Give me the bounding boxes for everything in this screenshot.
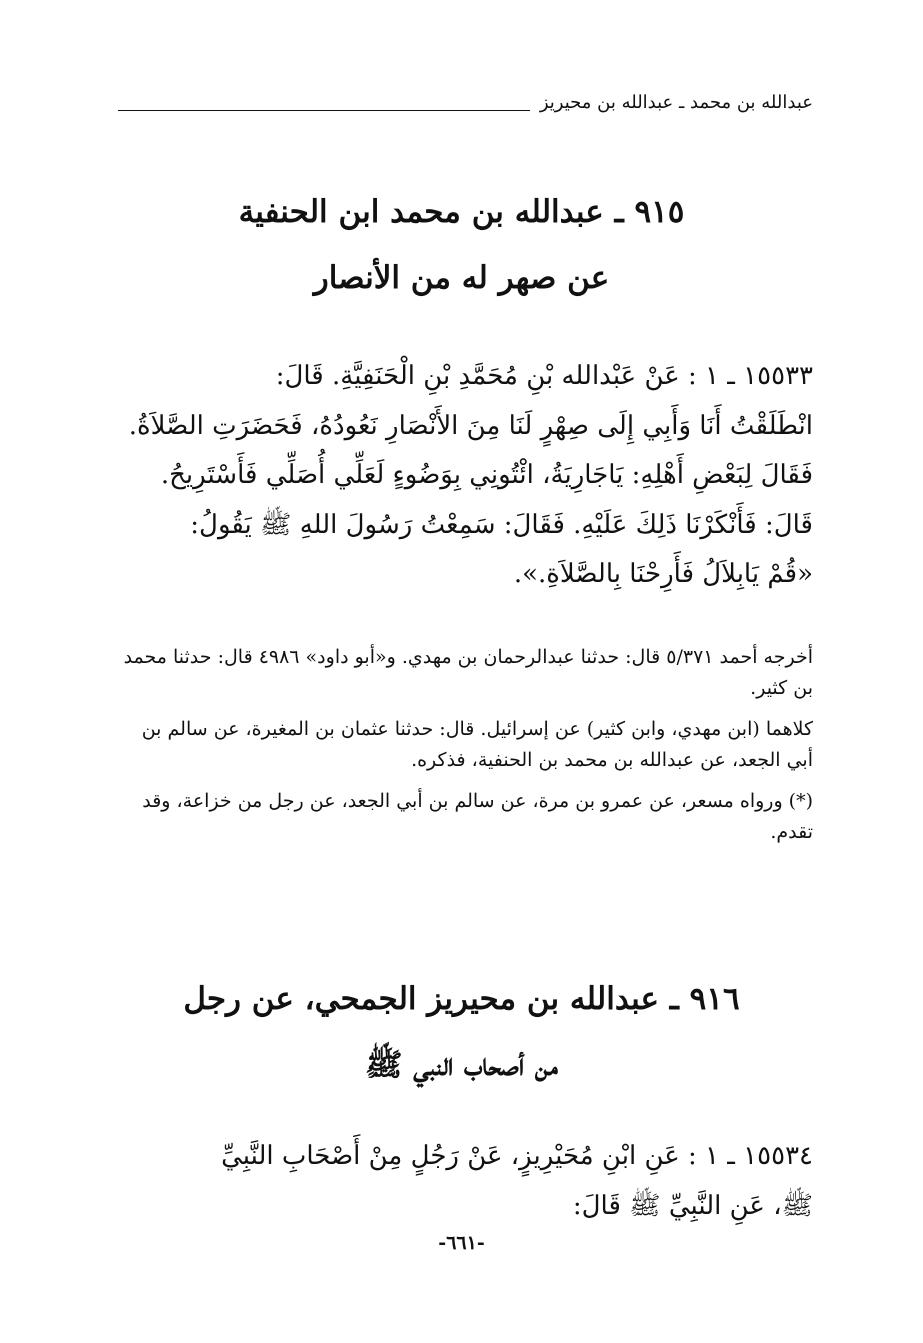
hadith-line: ١٥٥٣٣ ـ ١ : عَنْ عَبْدالله بْنِ مُحَمَّدِ بْنِ الْحَنَفِيَّةِ. قَالَ: <box>275 361 813 391</box>
heading-line: ٩١٦ ـ عبدالله بن محيريز الجمحي، عن رجل <box>183 981 740 1017</box>
page-number: -٦٦١- <box>438 1232 485 1254</box>
note-paragraph: كلاهما (ابن مهدي، وابن كثير) عن إسرائيل. قال: حدثنا عثمان بن المغيرة، عن سالم بن أبي الجعد، عن عبدالله بن محمد بن الحنفية، فذكره. <box>141 718 813 771</box>
hadith-15533 <box>110 352 813 600</box>
hadith-line: ﷺ، عَنِ النَّبِيِّ ﷺ قَالَ: <box>572 1190 813 1221</box>
running-header <box>118 84 813 120</box>
section-heading-915 <box>110 179 813 311</box>
hadith-line: «قُمْ يَابِلاَلُ فَأَرِحْنَا بِالصَّلاَةِ.». <box>513 559 813 589</box>
hadith-15534 <box>110 1132 813 1231</box>
heading-line: من أصحاب النبي ﷺ <box>365 1047 558 1083</box>
running-header-title: عبدالله بن محمد ـ عبدالله بن محيريز <box>539 91 813 113</box>
note-paragraph: أخرجه أحمد ٥/٣٧١ قال: حدثنا عبدالرحمان بن مهدي. و«أبو داود» ٤٩٨٦ قال: حدثنا محمد بن كثير. <box>123 646 813 699</box>
hadith-line: فَقَالَ لِبَعْضِ أَهْلِهِ: يَاجَارِيَةُ، ائْتُونِي بِوَضُوءٍ لَعَلِّي أُصَلِّي فَأَسْتَرِيحُ. <box>160 460 813 490</box>
note-paragraph: (*) ورواه مسعر، عن عمرو بن مرة، عن سالم بن أبي الجعد، عن رجل من خزاعة، وقد تقدم. <box>142 790 813 843</box>
hadith-line: انْطَلَقْتُ أَنَا وَأَبِي إِلَى صِهْرٍ لَنَا مِنَ الأَنْصَارِ نَعُودُهُ، فَحَضَرَتِ الصَّلاَةُ. <box>128 410 813 441</box>
takhrij-notes <box>110 642 813 858</box>
hadith-line: ١٥٥٣٤ ـ ١ : عَنِ ابْنِ مُحَيْرِيزٍ، عَنْ رَجُلٍ مِنْ أَصْحَابِ النَّبِيِّ <box>221 1141 813 1171</box>
hadith-line: قَالَ: فَأَنْكَرْنَا ذَلِكَ عَلَيْهِ. فَقَالَ: سَمِعْتُ رَسُولَ اللهِ ﷺ يَقُولُ: <box>190 509 813 540</box>
section-heading-916 <box>110 966 813 1098</box>
header-rule <box>118 110 530 111</box>
heading-line: عن صهر له من الأنصار <box>313 260 610 296</box>
heading-line: ٩١٥ ـ عبدالله بن محمد ابن الحنفية <box>238 194 685 230</box>
